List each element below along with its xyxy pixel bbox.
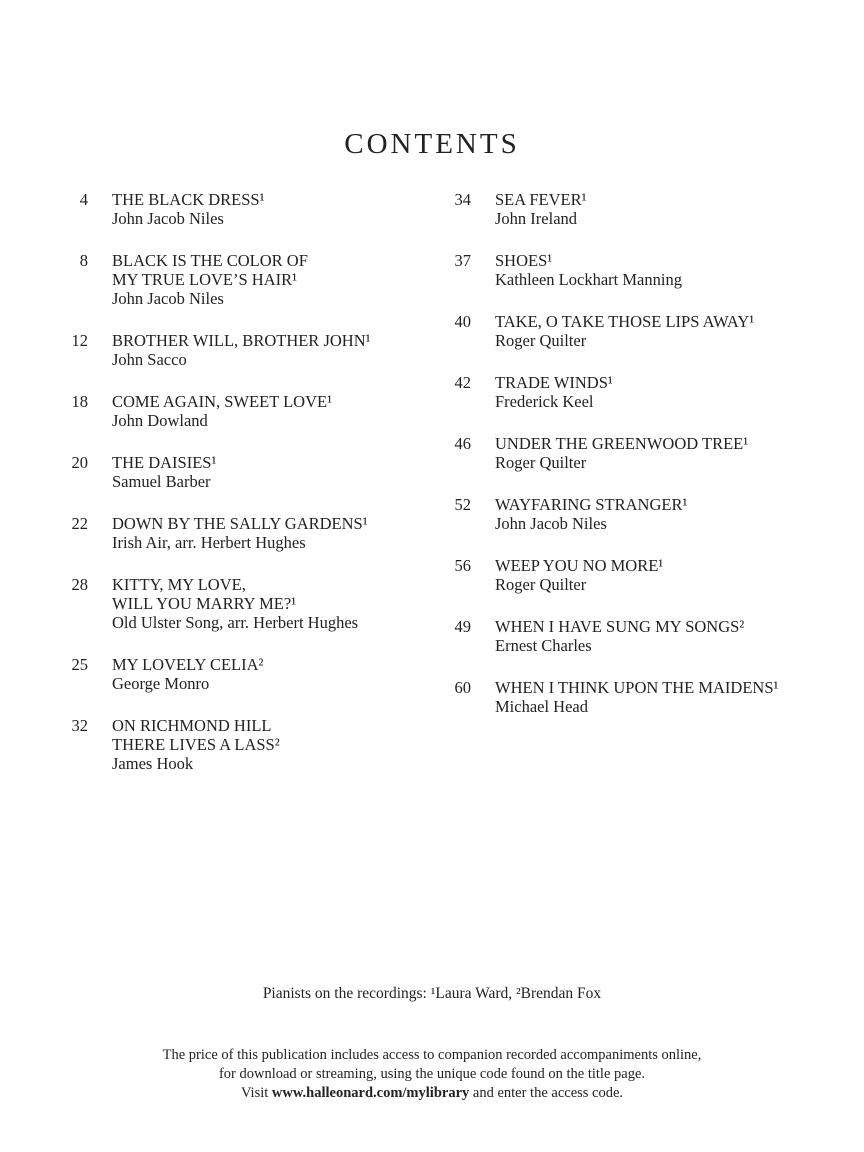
contents-entry[interactable]: [443, 373, 843, 411]
song-title: TRADE WINDS¹: [495, 373, 613, 392]
song-title: WHEN I THINK UPON THE MAIDENS¹: [495, 678, 779, 697]
page-number: 28: [71, 575, 88, 594]
entry-body: [112, 331, 371, 369]
composer-name: Old Ulster Song, arr. Herbert Hughes: [112, 613, 359, 632]
song-title: TAKE, O TAKE THOSE LIPS AWAY¹: [495, 312, 755, 331]
composer-name: John Ireland: [495, 209, 578, 228]
song-title: BLACK IS THE COLOR OF: [112, 251, 308, 270]
song-title: THE DAISIES¹: [112, 453, 217, 472]
song-title: KITTY, MY LOVE,: [112, 575, 246, 594]
song-title: THERE LIVES A LASS²: [112, 735, 280, 754]
entry-body: [495, 495, 687, 533]
entry-body: [495, 190, 587, 228]
entry-body: [495, 556, 663, 594]
pianists-note: Pianists on the recordings: ¹Laura Ward, ²Brendan Fox: [262, 985, 602, 1002]
page-number: 8: [79, 251, 88, 270]
composer-name: John Jacob Niles: [112, 289, 224, 308]
composer-name: James Hook: [112, 754, 194, 773]
entry-body: [112, 190, 265, 228]
entry-body: [495, 251, 682, 289]
price-note-suffix: and enter the access code.: [472, 1085, 624, 1101]
song-title: ON RICHMOND HILL: [112, 716, 272, 735]
page-number: 56: [454, 556, 471, 575]
page-number: 49: [454, 617, 471, 636]
composer-name: John Jacob Niles: [112, 209, 224, 228]
page-number: 32: [71, 716, 88, 735]
entry-body: [112, 655, 263, 693]
contents-entry[interactable]: [60, 251, 430, 308]
price-note: [0, 1046, 864, 1103]
contents-entry[interactable]: [443, 495, 843, 533]
composer-name: Michael Head: [495, 697, 588, 716]
page-number: 22: [71, 514, 88, 533]
composer-name: John Dowland: [112, 411, 208, 430]
song-title: MY TRUE LOVE’S HAIR¹: [112, 270, 298, 289]
contents-entry[interactable]: [60, 392, 430, 430]
composer-name: Ernest Charles: [495, 636, 592, 655]
contents-entry[interactable]: [443, 617, 843, 655]
composer-name: John Jacob Niles: [495, 514, 607, 533]
contents-entry[interactable]: [60, 190, 430, 228]
page-number: 46: [454, 434, 471, 453]
song-title: SHOES¹: [495, 251, 553, 270]
page-number: 60: [454, 678, 471, 697]
contents-entry[interactable]: [443, 312, 843, 350]
composer-name: Frederick Keel: [495, 392, 594, 411]
composer-name: Roger Quilter: [495, 453, 587, 472]
entry-body: [112, 716, 280, 773]
library-url-link[interactable]: www.halleonard.com/mylibrary: [271, 1085, 470, 1101]
page-number: 18: [71, 392, 88, 411]
page-number: 40: [454, 312, 471, 331]
composer-name: Roger Quilter: [495, 331, 587, 350]
price-note-visit: Visit: [240, 1085, 269, 1101]
page-number: 34: [454, 190, 471, 209]
page-number: 4: [79, 190, 88, 209]
price-note-line-3: [0, 1084, 864, 1103]
composer-name: Kathleen Lockhart Manning: [495, 270, 682, 289]
page-number: 37: [454, 251, 471, 270]
contents-entry[interactable]: [60, 655, 430, 693]
song-title: DOWN BY THE SALLY GARDENS¹: [112, 514, 368, 533]
contents-left-column: [60, 190, 430, 796]
page-number: 52: [454, 495, 471, 514]
entry-body: [495, 678, 778, 716]
contents-entry[interactable]: [60, 514, 430, 552]
composer-name: George Monro: [112, 674, 210, 693]
song-title: UNDER THE GREENWOOD TREE¹: [495, 434, 749, 453]
song-title: MY LOVELY CELIA²: [112, 655, 264, 674]
contents-entry[interactable]: [443, 556, 843, 594]
contents-right-column: [443, 190, 843, 739]
composer-name: John Sacco: [112, 350, 187, 369]
song-title: COME AGAIN, SWEET LOVE¹: [112, 392, 333, 411]
page-number: 20: [71, 453, 88, 472]
song-title: SEA FEVER¹: [495, 190, 587, 209]
page-title: CONTENTS: [344, 128, 520, 160]
entry-body: [112, 251, 308, 308]
contents-entry[interactable]: [60, 716, 430, 773]
entry-body: [495, 312, 754, 350]
entry-body: [112, 514, 368, 552]
page-number: 12: [71, 331, 88, 350]
song-title: BROTHER WILL, BROTHER JOHN¹: [112, 331, 371, 350]
entry-body: [495, 373, 613, 411]
song-title: WILL YOU MARRY ME?¹: [112, 594, 297, 613]
page-number: 42: [454, 373, 471, 392]
entry-body: [495, 617, 744, 655]
contents-entry[interactable]: [443, 190, 843, 228]
price-note-line-1: The price of this publication includes access to companion recorded accompaniments online,: [162, 1047, 702, 1063]
composer-name: Roger Quilter: [495, 575, 587, 594]
song-title: WEEP YOU NO MORE¹: [495, 556, 664, 575]
price-note-line-2: for download or streaming, using the unique code found on the title page.: [218, 1066, 646, 1082]
entry-body: [112, 392, 332, 430]
song-title: WAYFARING STRANGER¹: [495, 495, 688, 514]
entry-body: [495, 434, 748, 472]
entry-body: [112, 575, 358, 632]
entry-body: [112, 453, 216, 491]
song-title: WHEN I HAVE SUNG MY SONGS²: [495, 617, 745, 636]
contents-entry[interactable]: [60, 453, 430, 491]
composer-name: Irish Air, arr. Herbert Hughes: [112, 533, 306, 552]
contents-entry[interactable]: [443, 251, 843, 289]
song-title: THE BLACK DRESS¹: [112, 190, 265, 209]
contents-entry[interactable]: [60, 575, 430, 632]
contents-entry[interactable]: [60, 331, 430, 369]
contents-entry[interactable]: [443, 678, 843, 716]
page-number: 25: [71, 655, 88, 674]
contents-entry[interactable]: [443, 434, 843, 472]
composer-name: Samuel Barber: [112, 472, 211, 491]
